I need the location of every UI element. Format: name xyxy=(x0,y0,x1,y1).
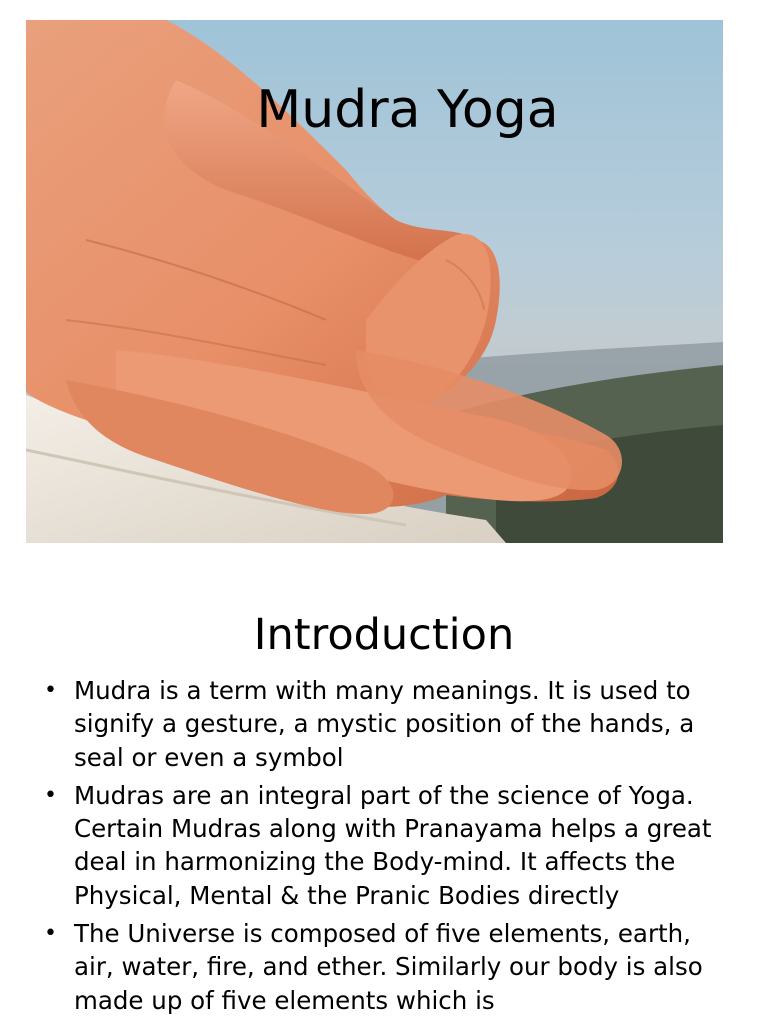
bullet-text: The Universe is composed of five elements, earth, air, water, fire, and ether. Similarly our body is also made up of five elements which is xyxy=(74,919,703,1015)
list-item xyxy=(26,917,742,1017)
slide-title: Mudra Yoga xyxy=(256,80,559,140)
title-slide xyxy=(26,20,723,543)
bullet-icon: • xyxy=(44,921,57,947)
introduction-slide xyxy=(26,590,742,1024)
bullet-icon: • xyxy=(44,678,57,703)
bullet-text: Mudras are an integral part of the science of Yoga. Certain Mudras along with Pranayama helps a great deal in harmonizing the Body-mind. It affects the Physical, Mental & the Pranic Bodies directly xyxy=(74,780,712,910)
slide-heading: Introduction xyxy=(253,610,515,660)
list-item xyxy=(26,674,742,774)
bullet-text: Mudra is a term with many meanings. It is used to signify a gesture, a mystic position of the hands, a seal or even a symbol xyxy=(74,676,695,772)
bullet-list xyxy=(26,674,742,1017)
bullet-icon: • xyxy=(44,782,57,808)
list-item xyxy=(26,779,742,912)
